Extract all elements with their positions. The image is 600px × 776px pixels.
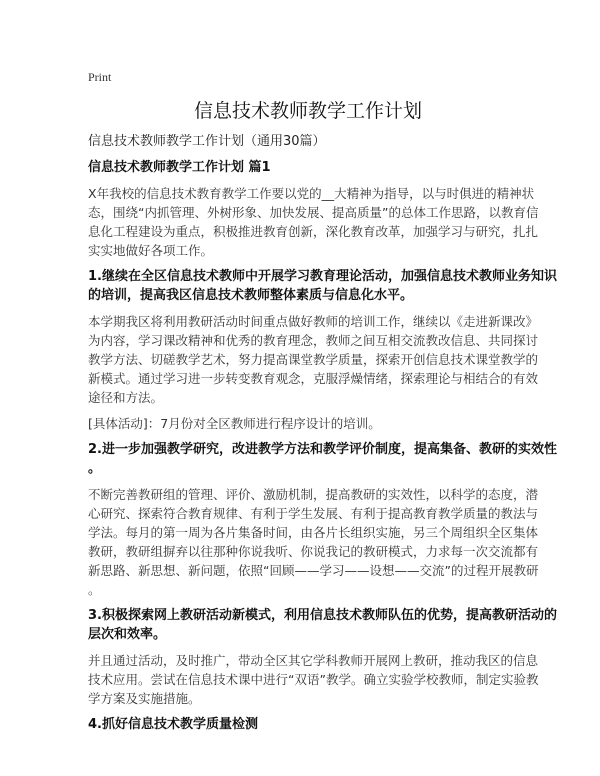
text-line: 息化工程建设为重点，积极推进教育创新，深化教育改革，加强学习与研究，扎扎: [88, 224, 539, 239]
text-line: 。: [88, 461, 102, 476]
text-line: 新思路、新思想、新问题，依照“回顾——学习——设想——交流”的过程开展教研: [88, 563, 539, 578]
text-line: 1.继续在全区信息技术教师中开展学习教育理论活动，加强信息技术教师业务知识: [88, 269, 557, 284]
text-line: 3.积极探索网上教研活动新模式，利用信息技术教师队伍的优势，提高教研活动的: [88, 608, 557, 623]
text-line: 本学期我区将利用教研活动时间重点做好教师的培训工作，继续以《走进新课改》: [88, 314, 539, 329]
text-line: 途径和方法。: [88, 390, 164, 405]
paragraph: [88, 184, 539, 260]
text-line: 的培训，提高我区信息技术教师整体素质与信息化水平。: [88, 288, 414, 303]
document-page: [88, 70, 557, 741]
section-heading: [88, 158, 528, 177]
text-line: 教学方法、切磋教学艺术，努力提高课堂教学质量，探索开创信息技术课堂教学的: [88, 352, 539, 367]
section-heading: [88, 440, 557, 478]
text-line: 教研，教研组摒弃以往那种你说我听、你说我记的教研模式，力求每一次交流都有: [88, 544, 539, 559]
text-line: 信息技术教师教学工作计划 篇1: [88, 160, 271, 175]
text-line: 层次和效率。: [88, 627, 167, 642]
text-line: 4.抓好信息技术教学质量检测: [88, 717, 258, 732]
text-line: 为内容，学习课改精神和优秀的教育理念，教师之间互相交流教改信息、共同探讨: [88, 333, 539, 348]
text-line: 并且通过活动，及时推广，带动全区其它学科教师开展网上教研，推动我区的信息: [88, 653, 539, 668]
text-line: 实实地做好各项工作。: [88, 243, 214, 258]
text-line: 学方案及实施措施。: [88, 691, 201, 706]
text-line: 新模式。通过学习进一步转变教育观念，克服浮燥情绪，探索理论与相结合的有效: [88, 371, 539, 386]
page-title: 信息技术教师教学工作计划: [193, 100, 422, 122]
text-line: X年我校的信息技术教育教学工作要以党的__大精神为指导，以与时俱进的精神状: [88, 186, 535, 201]
text-line: 2.进一步加强教学研究，改进教学方法和教学评价制度，提高集备、教研的实效性: [88, 442, 557, 457]
text-line: 学法。每月的第一周为各片集备时间，由各片长组织实施，另三个周组织全区集体: [88, 525, 539, 540]
section-heading: [88, 606, 557, 644]
text-line: 心研究、探索符合教育规律、有利于学生发展、有利于提高教育教学质量的教法与: [88, 506, 539, 521]
paragraph: [88, 414, 528, 433]
paragraph: [88, 312, 539, 407]
print-link[interactable]: Print: [88, 70, 112, 84]
text-line: 。: [88, 582, 101, 597]
document-subtitle: 信息技术教师教学工作计划（通用30篇）: [88, 134, 326, 149]
text-line: [具体活动]：7月份对全区教师进行程序设计的培训。: [88, 416, 381, 431]
section-heading: [88, 267, 557, 305]
text-line: 不断完善教研组的管理、评价、激励机制，提高教研的实效性，以科学的态度，潜: [88, 487, 539, 502]
paragraph: [88, 651, 539, 708]
paragraph: [88, 485, 539, 599]
text-line: 态，围绕“内抓管理、外树形象、加快发展、提高质量”的总体工作思路，以教育信: [88, 205, 539, 220]
section-heading: [88, 715, 528, 734]
document-body: [88, 158, 557, 734]
text-line: 技术应用。尝试在信息技术课中进行“双语”教学。确立实验学校教师，制定实验教: [88, 672, 539, 687]
